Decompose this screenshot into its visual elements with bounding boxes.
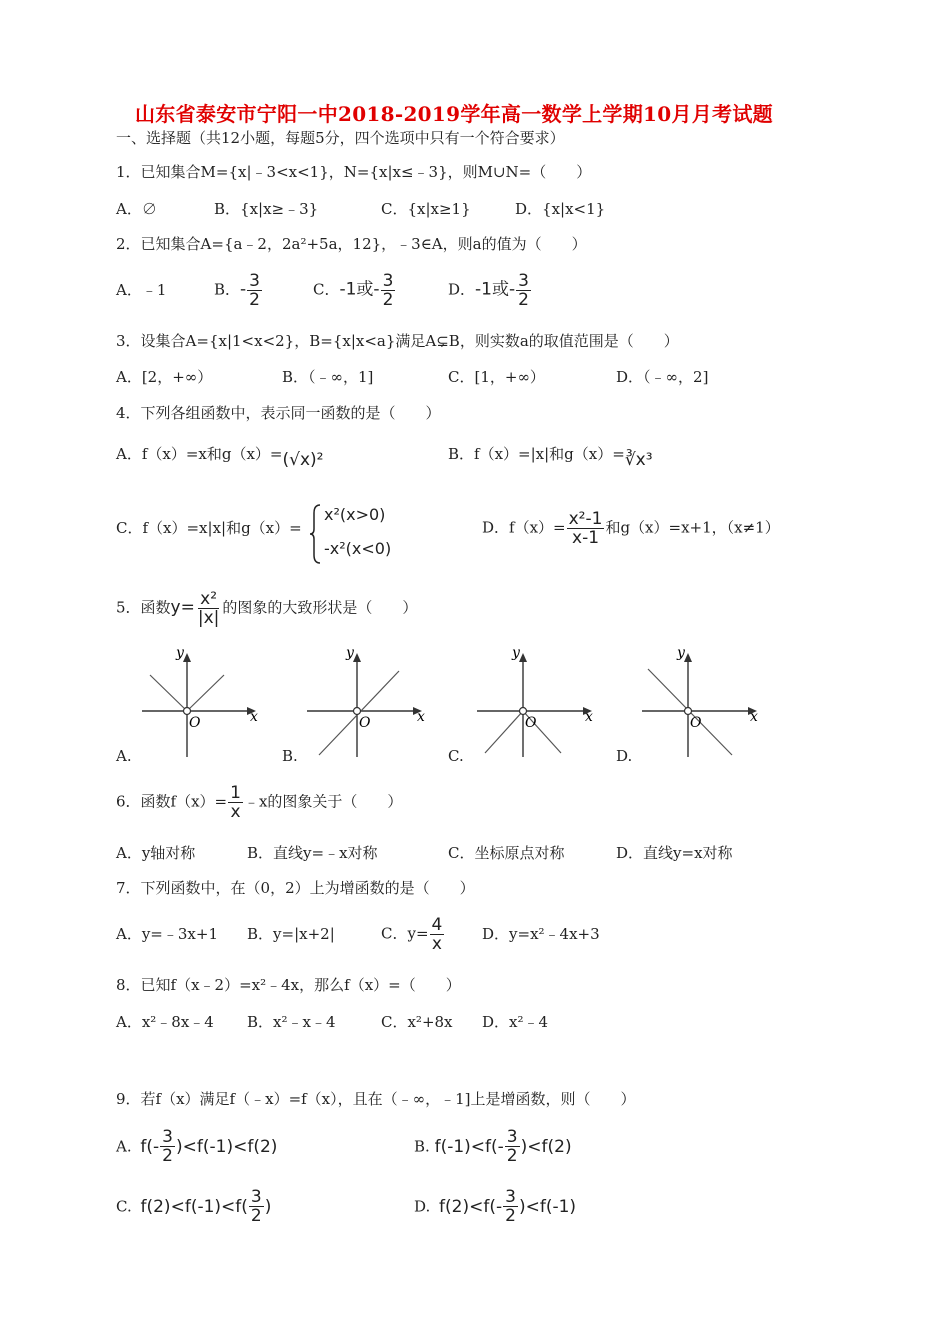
q1-option-c: C．{x|x≥1}: [381, 200, 471, 218]
q9-option-c: C. f(2)<f(-1)<f( $\frac{3}{2}$ ): [116, 1187, 272, 1226]
question-4-stem: 4．下列各组函数中，表示同一函数的是（ ）: [116, 404, 441, 422]
left-brace-icon: [308, 503, 322, 565]
q9-option-d: D. f(2)<f(- $\frac{3}{2}$ )<f(-1): [414, 1187, 577, 1226]
q6-option-a: A．y轴对称: [116, 844, 196, 862]
question-3-stem: 3．设集合A={x|1<x<2}，B={x|x<a}满足A⊊B，则实数a的取值范围是（ ）: [116, 332, 679, 350]
q8-option-b: B．x²﹣x﹣4: [247, 1013, 336, 1031]
section-heading: 一、选择题（共12小题，每题5分，四个选项中只有一个符合要求）: [116, 129, 565, 147]
q2-option-d: D．-1或- $\frac{3}{2}$: [448, 271, 529, 310]
q9-option-a: A. f(- $\frac{3}{2}$ )<f(-1)<f(2): [116, 1127, 278, 1166]
svg-text:O: O: [359, 715, 371, 731]
question-7-stem: 7．下列函数中，在（0，2）上为增函数的是（ ）: [116, 879, 475, 897]
svg-text:x: x: [750, 709, 758, 725]
question-6-stem: 6．函数f（x）= $\frac{1}{x}$ ﹣x的图象关于（ ）: [116, 783, 403, 822]
q1-option-b: B．{x|x≥﹣3}: [214, 200, 319, 218]
q8-option-d: D．x²﹣4: [482, 1013, 549, 1031]
question-8-stem: 8．已知f（x﹣2）=x²﹣4x，那么f（x）=（ ）: [116, 976, 461, 994]
question-9-stem: 9．若f（x）满足f（﹣x）=f（x），且在（﹣∞，﹣1]上是增函数，则（ ）: [116, 1090, 636, 1108]
q8-option-a: A．x²﹣8x﹣4: [116, 1013, 214, 1031]
q3-option-b: B．（﹣∞，1]: [282, 368, 374, 386]
q7-option-b: B．y=|x+2|: [247, 925, 335, 943]
q4-option-c: C．f（x）=x|x|和g（x）=: [116, 519, 302, 537]
q2-option-b: B．- $\frac{3}{2}$: [214, 271, 260, 310]
q2-option-a: A．﹣1: [116, 281, 167, 299]
svg-text:x: x: [250, 709, 258, 725]
graph-label-b: B.: [282, 747, 298, 765]
question-5-stem: 5．函数y= $\frac{\text{x²}}{|x|}$ 的图象的大致形状是（ ）: [116, 589, 418, 628]
q9-option-b: B. f(-1)<f(- $\frac{3}{2}$ )<f(2): [414, 1127, 572, 1166]
graph-c: [475, 645, 600, 760]
q6-option-b: B．直线y=﹣x对称: [247, 844, 378, 862]
svg-text:x: x: [585, 709, 593, 725]
svg-text:x: x: [417, 709, 425, 725]
q3-option-c: C．[1，+∞）: [448, 368, 545, 386]
question-1-stem: 1．已知集合M={x|﹣3<x<1}，N={x|x≤﹣3}，则M∪N=（ ）: [116, 163, 592, 181]
svg-text:y: y: [512, 645, 520, 661]
q1-option-a: A．∅: [116, 200, 157, 218]
q3-option-d: D．（﹣∞，2]: [616, 368, 709, 386]
q7-option-c: C．y= $\frac{4}{x}$: [381, 915, 443, 954]
q7-option-d: D．y=x²﹣4x+3: [482, 925, 600, 943]
q4-option-b: B．f（x）=|x|和g（x）=∛x³: [448, 445, 653, 470]
q4-option-d: D．f（x）= $\frac{\text{x²-1}}{x-1}$ 和g（x）=x+1，（x≠1）: [482, 509, 780, 548]
page-title: 山东省泰安市宁阳一中2018-2019学年高一数学上学期10月月考试题: [135, 102, 773, 126]
graph-a: [140, 645, 260, 760]
q4-option-a: A．f（x）=x和g（x）=(√x)²: [116, 445, 324, 470]
graph-b: [305, 645, 430, 760]
graph-label-d: D.: [616, 747, 633, 765]
q6-option-c: C．坐标原点对称: [448, 844, 565, 862]
svg-text:O: O: [690, 715, 702, 731]
question-2-stem: 2．已知集合A={a﹣2，2a²+5a，12}，﹣3∈A，则a的值为（ ）: [116, 235, 587, 253]
q3-option-a: A．[2，+∞）: [116, 368, 213, 386]
graph-d: [640, 645, 765, 760]
q1-option-d: D．{x|x<1}: [515, 200, 606, 218]
graph-label-a: A.: [116, 747, 132, 765]
svg-text:y: y: [677, 645, 685, 661]
svg-text:y: y: [346, 645, 354, 661]
svg-text:y: y: [176, 645, 184, 661]
graph-label-c: C.: [448, 747, 464, 765]
q8-option-c: C．x²+8x: [381, 1013, 453, 1031]
q2-option-c: C．-1或- $\frac{3}{2}$: [313, 271, 394, 310]
svg-text:O: O: [525, 715, 537, 731]
q6-option-d: D．直线y=x对称: [616, 844, 733, 862]
svg-text:O: O: [189, 715, 201, 731]
q7-option-a: A．y=﹣3x+1: [116, 925, 218, 943]
